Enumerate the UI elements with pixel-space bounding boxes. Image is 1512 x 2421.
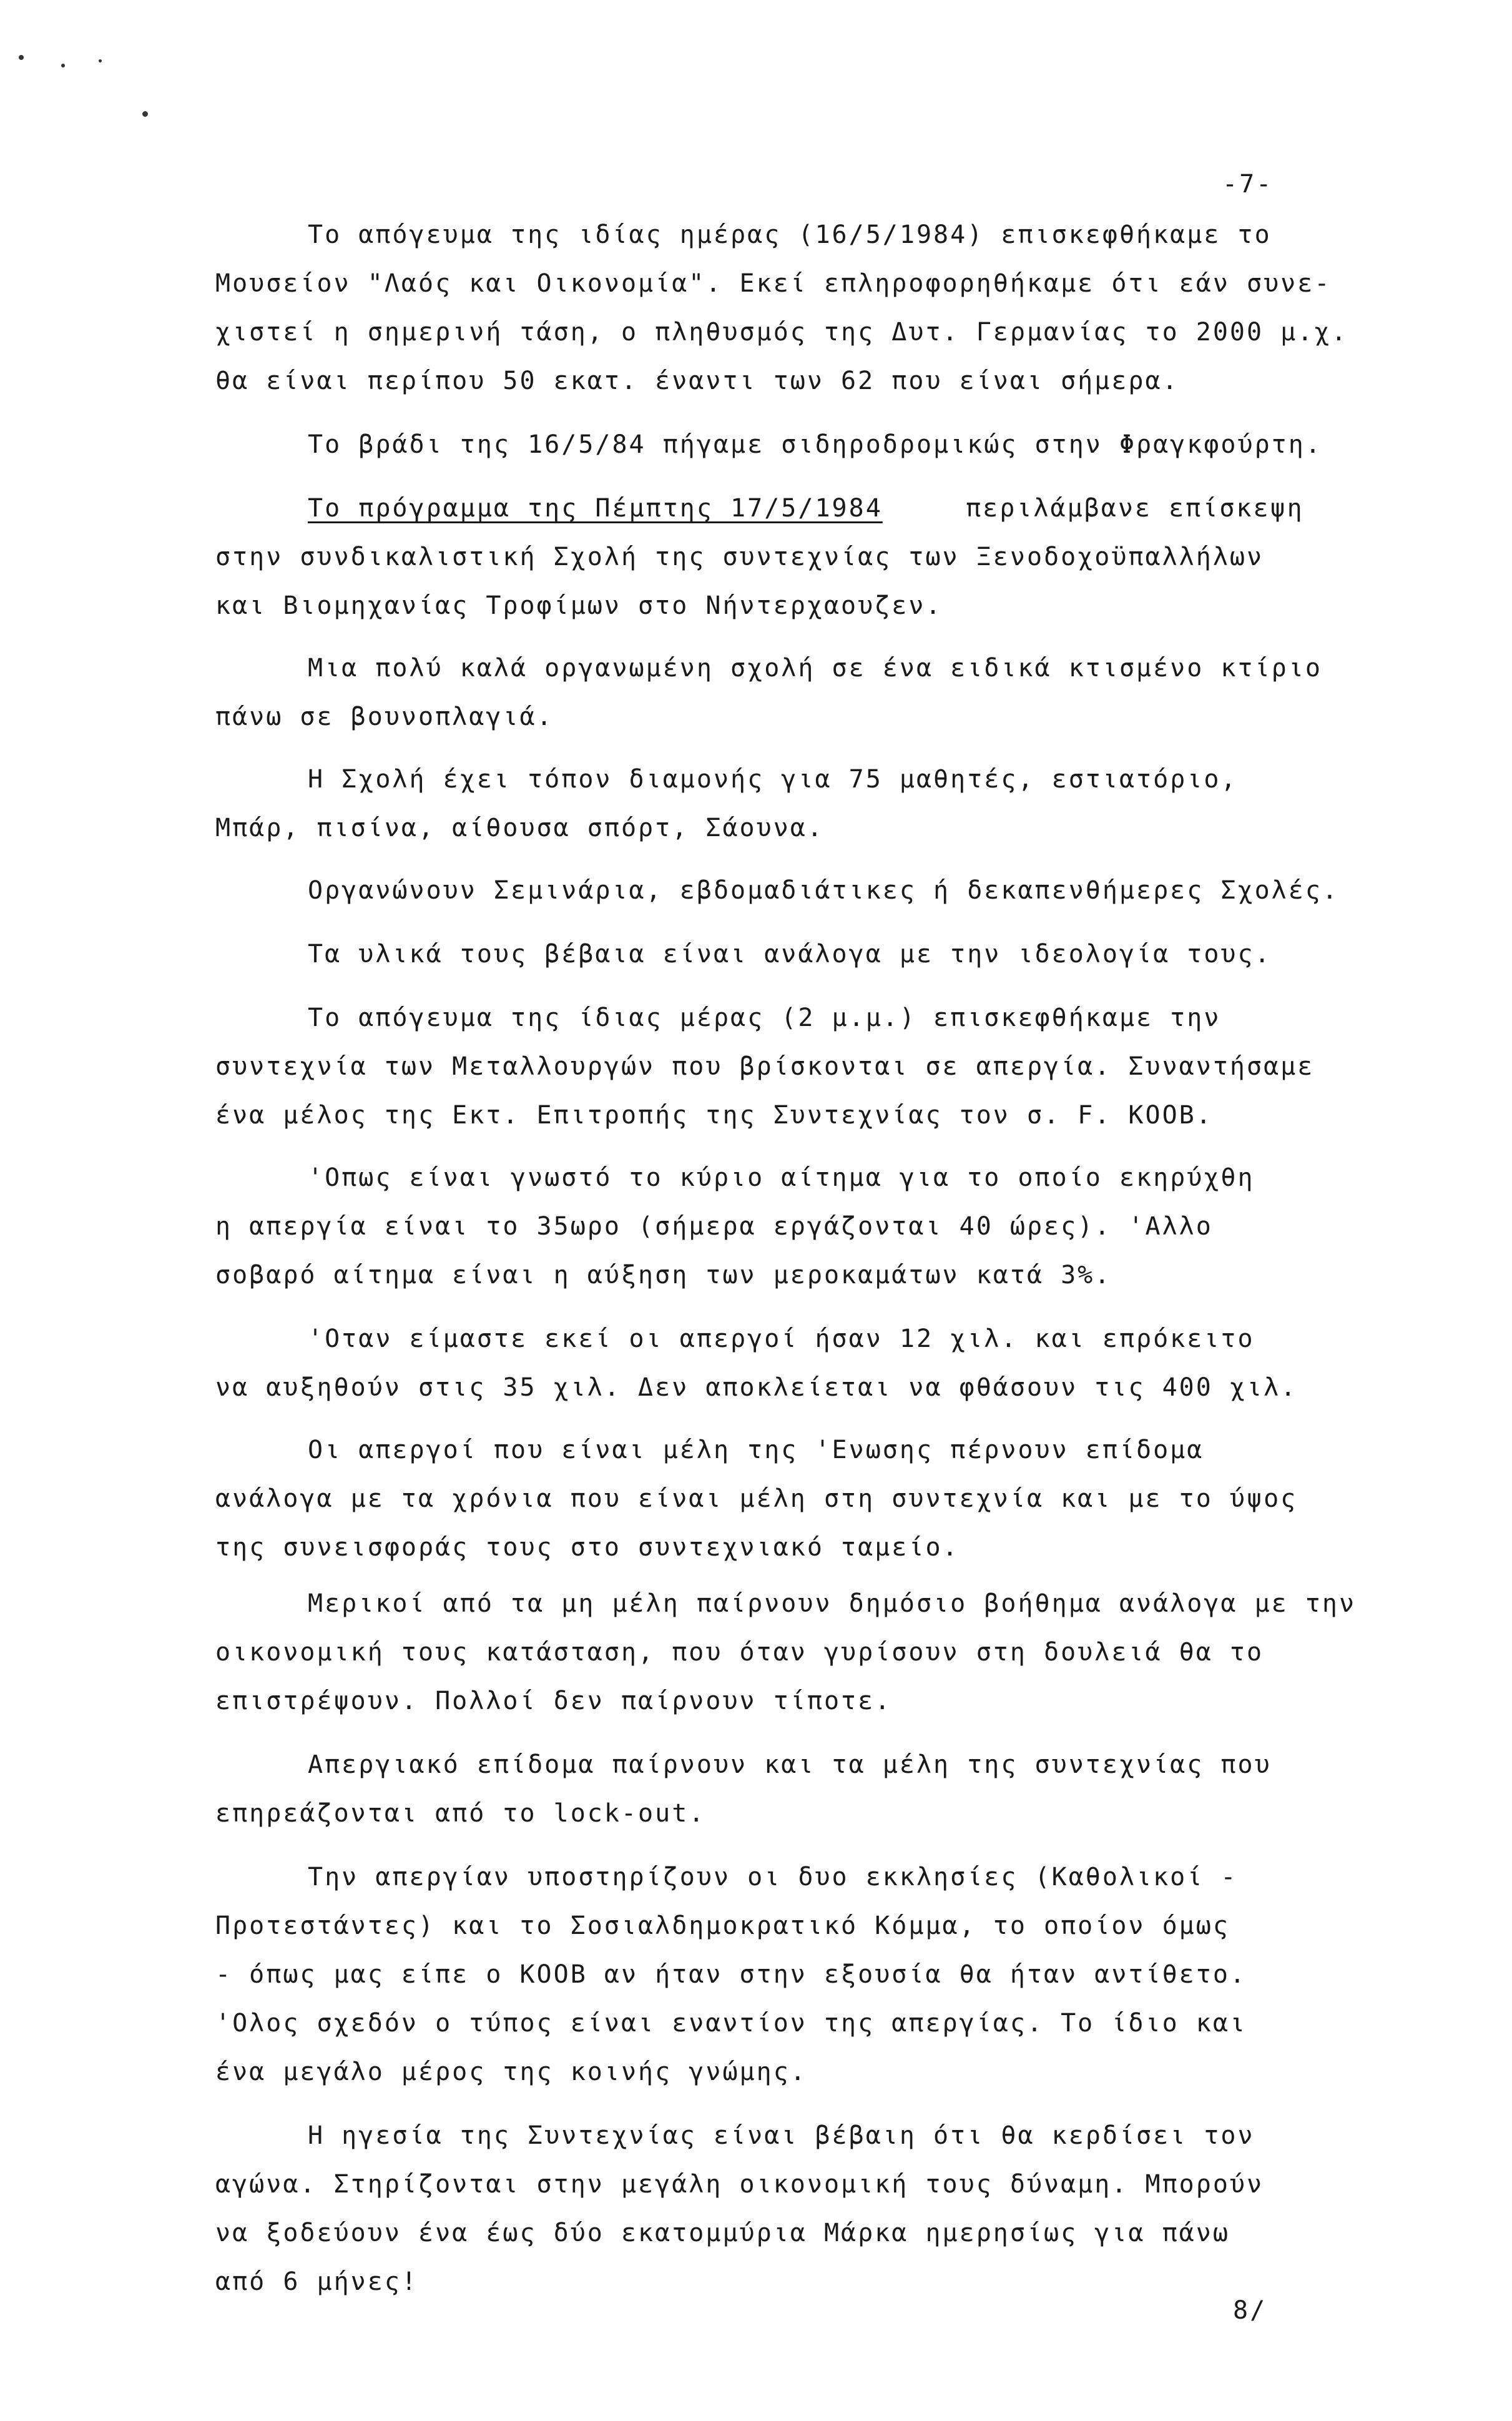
scan-speck xyxy=(99,59,102,62)
text-line: Το βράδι της 16/5/84 πήγαμε σιδηροδρομικώς στην Φραγκφούρτη. xyxy=(308,430,1322,459)
text-line: Το απόγευμα της ίδιας μέρας (2 μ.μ.) επισκεφθήκαμε την xyxy=(308,1003,1221,1032)
text-line: Οργανώνουν Σεμινάρια, εβδομαδιάτικες ή δεκαπενθήμερες Σχολές. xyxy=(308,876,1340,905)
text-line: Οι απεργοί που είναι μέλη της 'Ενωσης πέρνουν επίδομα xyxy=(308,1436,1204,1464)
text-line: Η ηγεσία της Συντεχνίας είναι βέβαιη ότι θα κερδίσει τον xyxy=(308,2121,1255,2150)
text-line: στην συνδικαλιστική Σχολή της συντεχνίας των Ξενοδοχοϋπαλλήλων xyxy=(215,543,1264,571)
text-line: θα είναι περίπου 50 εκατ. έναντι των 62 που είναι σήμερα. xyxy=(215,367,1179,395)
page-continuation-marker: 8/ xyxy=(1233,2296,1267,2325)
text-line: 'Οταν είμαστε εκεί οι απεργοί ήσαν 12 χιλ. και επρόκειτο xyxy=(308,1324,1255,1353)
text-line: της συνεισφοράς τους στο συντεχνιακό ταμείο. xyxy=(215,1533,960,1562)
text-line: Προτεστάντες) και το Σοσιαλδημοκρατικό Κόμμα, το οποίον όμως xyxy=(215,1911,1230,1940)
text-line: συντεχνία των Μεταλλουργών που βρίσκονται σε απεργία. Συναντήσαμε xyxy=(215,1052,1315,1081)
text-line: Απεργιακό επίδομα παίρνουν και τα μέλη της συντεχνίας που xyxy=(308,1750,1272,1779)
scan-speck xyxy=(61,64,65,67)
text-line: Η Σχολή έχει τόπον διαμονής για 75 μαθητές, εστιατόριο, xyxy=(308,765,1238,794)
text-line: 'Ολος σχεδόν ο τύπος είναι εναντίον της απεργίας. Το ίδιο και xyxy=(215,2009,1247,2038)
scan-speck xyxy=(19,55,24,60)
text-line: Τα υλικά τους βέβαια είναι ανάλογα με την ιδεολογία τους. xyxy=(308,940,1272,969)
text-line: περιλάμβανε επίσκεψη xyxy=(949,494,1304,523)
text-line: Μπάρ, πισίνα, αίθουσα σπόρτ, Σάουνα. xyxy=(215,814,824,842)
text-line: Μερικοί από τα μη μέλη παίρνουν δημόσιο βοήθημα ανάλογα με την xyxy=(308,1589,1357,1618)
text-line: Την απεργίαν υποστηρίζουν οι δυο εκκλησίες (Καθολικοί - xyxy=(308,1863,1238,1891)
text-line: πάνω σε βουνοπλαγιά. xyxy=(215,703,554,731)
text-line: ανάλογα με τα χρόνια που είναι μέλη στη συντεχνία και με το ύψος xyxy=(215,1484,1298,1513)
text-line: ένα μέλος της Εκτ. Επιτροπής της Συντεχνίας τον σ. F. KOOB. xyxy=(215,1101,1213,1130)
text-line: χιστεί η σημερινή τάση, ο πληθυσμός της Δυτ. Γερμανίας το 2000 μ.χ. xyxy=(215,318,1348,347)
text-line: επηρεάζονται από το lock-out. xyxy=(215,1799,706,1828)
text-line: να αυξηθούν στις 35 χιλ. Δεν αποκλείεται να φθάσουν τις 400 χιλ. xyxy=(215,1373,1298,1402)
text-line: και Βιομηχανίας Τροφίμων στο Νήντερχαουζεν. xyxy=(215,591,943,620)
text-line: αγώνα. Στηρίζονται στην μεγάλη οικονομική τους δύναμη. Μπορούν xyxy=(215,2170,1264,2199)
text-line: ένα μεγάλο μέρος της κοινής γνώμης. xyxy=(215,2058,807,2086)
text-line: από 6 μήνες! xyxy=(215,2267,418,2296)
page-number: -7- xyxy=(1222,170,1274,199)
scan-speck xyxy=(142,111,148,117)
text-line: Μουσείον "Λαός και Οικονομία". Εκεί επληροφορηθήκαμε ότι εάν συνε- xyxy=(215,269,1332,298)
text-line: Μια πολύ καλά οργανωμένη σχολή σε ένα ειδικά κτισμένο κτίριο xyxy=(308,654,1322,683)
text-line: Το απόγευμα της ιδίας ημέρας (16/5/1984) επισκεφθήκαμε το xyxy=(308,220,1272,249)
text-line: 'Οπως είναι γνωστό το κύριο αίτημα για το οποίο εκηρύχθη xyxy=(308,1163,1255,1192)
text-line: - όπως μας είπε ο KOOB αν ήταν στην εξουσία θα ήταν αντίθετο. xyxy=(215,1960,1247,1989)
text-line: οικονομική τους κατάσταση, που όταν γυρίσουν στη δουλειά θα το xyxy=(215,1638,1264,1667)
text-line: η απεργία είναι το 35ωρο (σήμερα εργάζονται 40 ώρες). 'Αλλο xyxy=(215,1212,1213,1241)
text-line: σοβαρό αίτημα είναι η αύξηση των μεροκαμάτων κατά 3%. xyxy=(215,1261,1112,1289)
text-line: να ξοδεύουν ένα έως δύο εκατομμύρια Μάρκα ημερησίως για πάνω xyxy=(215,2219,1230,2247)
program-heading: Το πρόγραμμα της Πέμπτης 17/5/1984 xyxy=(308,494,883,523)
text-line: επιστρέψουν. Πολλοί δεν παίρνουν τίποτε. xyxy=(215,1687,892,1715)
